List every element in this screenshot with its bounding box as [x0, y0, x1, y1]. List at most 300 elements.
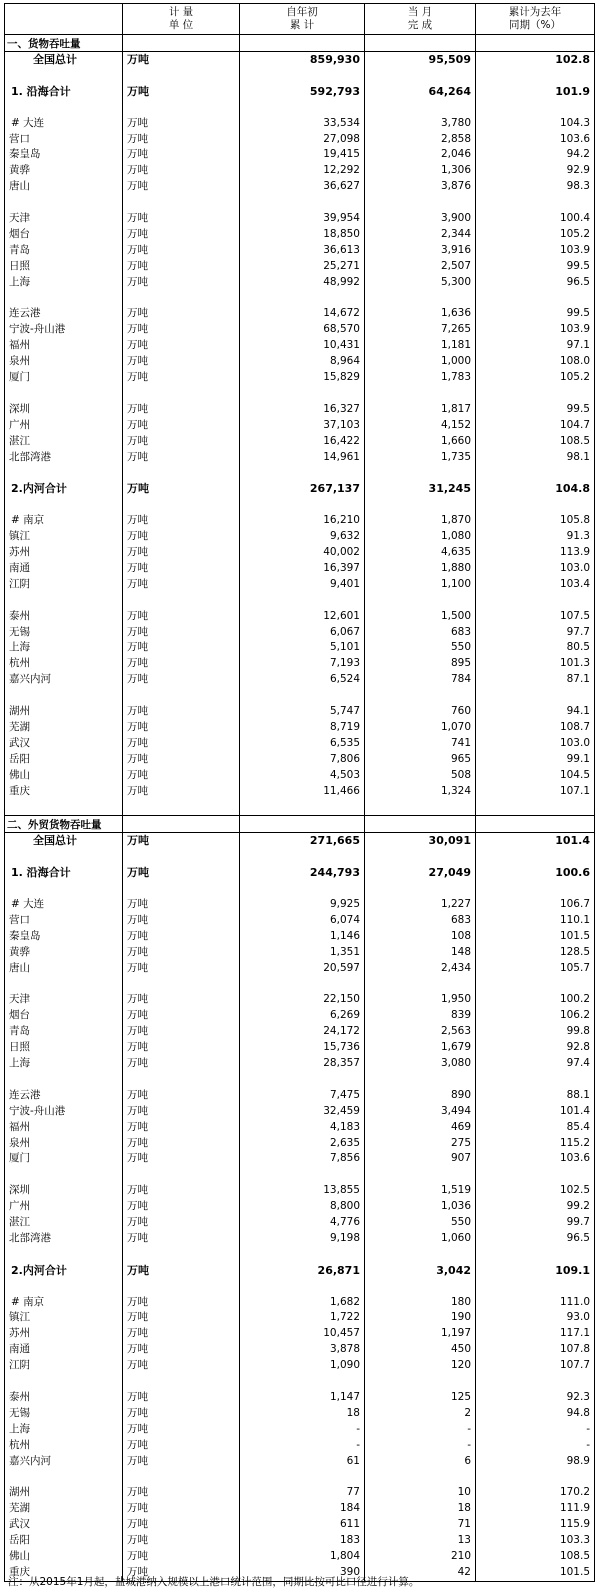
monthly-value: 1,679: [365, 1040, 476, 1056]
yoy-ratio: 80.5: [476, 640, 595, 656]
monthly-value: 1,070: [365, 720, 476, 736]
unit-cell: 万吨: [123, 1008, 240, 1024]
table-row: [5, 1501, 595, 1517]
section-blank-cell: [476, 35, 595, 52]
header-ratio-line1: 累计为去年: [508, 6, 562, 18]
unit-cell: 万吨: [123, 1485, 240, 1501]
monthly-value: 450: [365, 1342, 476, 1358]
spacer-cell: [5, 68, 123, 84]
cumulative-value: 6,535: [240, 736, 365, 752]
spacer-cell: [476, 291, 595, 307]
unit-cell: 万吨: [123, 945, 240, 961]
table-row: [5, 1295, 595, 1311]
spacer-cell: [123, 1469, 240, 1485]
spacer-cell: [123, 799, 240, 815]
cumulative-value: 10,431: [240, 338, 365, 354]
yoy-ratio: 101.4: [476, 833, 595, 849]
header-cum-cell: [240, 4, 365, 35]
port-name: 1. 沿海合计: [5, 84, 123, 100]
monthly-value: 2: [365, 1406, 476, 1422]
cumulative-value: 7,475: [240, 1088, 365, 1104]
cumulative-value: 9,925: [240, 897, 365, 913]
table-row: [5, 132, 595, 148]
unit-cell: 万吨: [123, 513, 240, 529]
table-row: [5, 1422, 595, 1438]
yoy-ratio: 107.7: [476, 1358, 595, 1374]
cumulative-value: 16,210: [240, 513, 365, 529]
table-row: [5, 1008, 595, 1024]
port-name: 秦皇岛: [5, 929, 123, 945]
table-row: [5, 833, 595, 849]
cumulative-value: 37,103: [240, 418, 365, 434]
spacer-cell: [240, 1167, 365, 1183]
spacer-row: [5, 100, 595, 116]
cumulative-value: 36,613: [240, 243, 365, 259]
yoy-ratio: 103.6: [476, 132, 595, 148]
yoy-ratio: 110.1: [476, 913, 595, 929]
cumulative-value: 18: [240, 1406, 365, 1422]
unit-cell: 万吨: [123, 132, 240, 148]
cumulative-value: 1,722: [240, 1310, 365, 1326]
monthly-value: 1,735: [365, 450, 476, 466]
table-row: [5, 897, 595, 913]
spacer-cell: [123, 688, 240, 704]
port-name: 湛江: [5, 434, 123, 450]
unit-cell: 万吨: [123, 609, 240, 625]
monthly-value: 190: [365, 1310, 476, 1326]
monthly-value: 1,950: [365, 992, 476, 1008]
yoy-ratio: 88.1: [476, 1088, 595, 1104]
unit-cell: 万吨: [123, 865, 240, 881]
unit-cell: 万吨: [123, 1533, 240, 1549]
unit-cell: 万吨: [123, 306, 240, 322]
unit-cell: 万吨: [123, 354, 240, 370]
unit-cell: 万吨: [123, 338, 240, 354]
table-body: [5, 4, 595, 1582]
port-name: 黄骅: [5, 945, 123, 961]
monthly-value: 4,152: [365, 418, 476, 434]
port-name: 黄骅: [5, 163, 123, 179]
port-name: 连云港: [5, 1088, 123, 1104]
spacer-cell: [5, 881, 123, 897]
yoy-ratio: 101.5: [476, 929, 595, 945]
spacer-cell: [240, 100, 365, 116]
spacer-cell: [476, 100, 595, 116]
spacer-row: [5, 1374, 595, 1390]
monthly-value: 2,344: [365, 227, 476, 243]
yoy-ratio: 115.9: [476, 1517, 595, 1533]
port-name: 镇江: [5, 1310, 123, 1326]
spacer-cell: [123, 1167, 240, 1183]
spacer-cell: [123, 1247, 240, 1263]
yoy-ratio: 92.9: [476, 163, 595, 179]
cumulative-value: 1,147: [240, 1390, 365, 1406]
spacer-row: [5, 1469, 595, 1485]
table-row: [5, 418, 595, 434]
spacer-row: [5, 849, 595, 865]
header-name-cell: [5, 4, 123, 35]
table-row: [5, 306, 595, 322]
port-name: 武汉: [5, 1517, 123, 1533]
throughput-table: [4, 3, 595, 1582]
spacer-cell: [5, 1167, 123, 1183]
yoy-ratio: 99.7: [476, 1215, 595, 1231]
monthly-value: 1,636: [365, 306, 476, 322]
monthly-value: 3,080: [365, 1056, 476, 1072]
unit-cell: 万吨: [123, 1024, 240, 1040]
port-name: 日照: [5, 259, 123, 275]
monthly-value: 2,507: [365, 259, 476, 275]
spacer-cell: [476, 1374, 595, 1390]
monthly-value: 18: [365, 1501, 476, 1517]
table-row: [5, 1120, 595, 1136]
spacer-cell: [240, 497, 365, 513]
yoy-ratio: 101.3: [476, 656, 595, 672]
unit-cell: 万吨: [123, 147, 240, 163]
yoy-ratio: 94.8: [476, 1406, 595, 1422]
monthly-value: 10: [365, 1485, 476, 1501]
cumulative-value: 11,466: [240, 784, 365, 800]
port-name: 湖州: [5, 704, 123, 720]
cumulative-value: 68,570: [240, 322, 365, 338]
spacer-row: [5, 386, 595, 402]
spacer-row: [5, 1247, 595, 1263]
port-name: 上海: [5, 1422, 123, 1438]
cumulative-value: 390: [240, 1565, 365, 1581]
cumulative-value: 15,736: [240, 1040, 365, 1056]
monthly-value: 965: [365, 752, 476, 768]
spacer-cell: [240, 799, 365, 815]
monthly-value: 27,049: [365, 865, 476, 881]
monthly-value: 3,916: [365, 243, 476, 259]
yoy-ratio: 99.2: [476, 1199, 595, 1215]
monthly-value: 907: [365, 1151, 476, 1167]
port-name: 上海: [5, 1056, 123, 1072]
yoy-ratio: 102.5: [476, 1183, 595, 1199]
yoy-ratio: 104.8: [476, 481, 595, 497]
yoy-ratio: 103.0: [476, 561, 595, 577]
table-row: [5, 275, 595, 291]
spacer-cell: [123, 291, 240, 307]
spacer-cell: [5, 465, 123, 481]
spacer-cell: [240, 465, 365, 481]
cumulative-value: 271,665: [240, 833, 365, 849]
table-row: [5, 929, 595, 945]
table-row: [5, 720, 595, 736]
cumulative-value: 1,682: [240, 1295, 365, 1311]
spacer-cell: [476, 881, 595, 897]
unit-cell: 万吨: [123, 929, 240, 945]
yoy-ratio: 94.2: [476, 147, 595, 163]
unit-cell: 万吨: [123, 1040, 240, 1056]
table-row: [5, 1485, 595, 1501]
yoy-ratio: -: [476, 1438, 595, 1454]
port-name: # 大连: [5, 897, 123, 913]
monthly-value: 1,197: [365, 1326, 476, 1342]
header-unit-line1: 计 量: [168, 6, 194, 18]
monthly-value: 2,563: [365, 1024, 476, 1040]
port-name: 日照: [5, 1040, 123, 1056]
table-row: [5, 577, 595, 593]
spacer-row: [5, 799, 595, 815]
unit-cell: 万吨: [123, 1263, 240, 1279]
port-name: 泰州: [5, 1390, 123, 1406]
table-row: [5, 1390, 595, 1406]
unit-cell: 万吨: [123, 529, 240, 545]
spacer-cell: [123, 386, 240, 402]
unit-cell: 万吨: [123, 913, 240, 929]
spacer-cell: [476, 497, 595, 513]
yoy-ratio: 104.7: [476, 418, 595, 434]
unit-cell: 万吨: [123, 259, 240, 275]
monthly-value: 275: [365, 1136, 476, 1152]
yoy-ratio: 100.4: [476, 211, 595, 227]
spacer-row: [5, 195, 595, 211]
port-name: 南通: [5, 1342, 123, 1358]
cumulative-value: 33,534: [240, 116, 365, 132]
yoy-ratio: 106.7: [476, 897, 595, 913]
yoy-ratio: 87.1: [476, 672, 595, 688]
cumulative-value: 14,961: [240, 450, 365, 466]
spacer-cell: [476, 1469, 595, 1485]
table-row: [5, 116, 595, 132]
cumulative-value: 1,146: [240, 929, 365, 945]
unit-cell: 万吨: [123, 625, 240, 641]
spacer-cell: [5, 1072, 123, 1088]
table-row: [5, 179, 595, 195]
unit-cell: 万吨: [123, 1390, 240, 1406]
unit-cell: 万吨: [123, 450, 240, 466]
spacer-cell: [240, 1469, 365, 1485]
cumulative-value: 32,459: [240, 1104, 365, 1120]
monthly-value: 895: [365, 656, 476, 672]
spacer-cell: [365, 291, 476, 307]
table-row: [5, 163, 595, 179]
yoy-ratio: 98.9: [476, 1454, 595, 1470]
header-month-line1: 当 月: [407, 6, 433, 18]
monthly-value: 1,181: [365, 338, 476, 354]
port-name: 烟台: [5, 227, 123, 243]
header-cum-line2: 累 计: [289, 19, 315, 31]
spacer-cell: [240, 976, 365, 992]
yoy-ratio: 103.9: [476, 322, 595, 338]
unit-cell: 万吨: [123, 752, 240, 768]
monthly-value: 1,100: [365, 577, 476, 593]
yoy-ratio: 170.2: [476, 1485, 595, 1501]
yoy-ratio: 101.5: [476, 1565, 595, 1581]
yoy-ratio: 108.7: [476, 720, 595, 736]
cumulative-value: 20,597: [240, 961, 365, 977]
unit-cell: 万吨: [123, 1342, 240, 1358]
monthly-value: 31,245: [365, 481, 476, 497]
unit-cell: 万吨: [123, 402, 240, 418]
spacer-cell: [365, 1167, 476, 1183]
monthly-value: 683: [365, 913, 476, 929]
table-row: [5, 243, 595, 259]
table-row: [5, 865, 595, 881]
port-name: 连云港: [5, 306, 123, 322]
table-row: [5, 1263, 595, 1279]
table-row: [5, 992, 595, 1008]
section-blank-cell: [123, 816, 240, 833]
cumulative-value: 24,172: [240, 1024, 365, 1040]
monthly-value: 108: [365, 929, 476, 945]
unit-cell: 万吨: [123, 1295, 240, 1311]
yoy-ratio: 107.8: [476, 1342, 595, 1358]
unit-cell: 万吨: [123, 434, 240, 450]
port-name: 1. 沿海合计: [5, 865, 123, 881]
spacer-row: [5, 1167, 595, 1183]
spacer-cell: [5, 799, 123, 815]
table-row: [5, 1104, 595, 1120]
yoy-ratio: 103.4: [476, 577, 595, 593]
section-blank-cell: [123, 35, 240, 52]
table-row: [5, 1088, 595, 1104]
table-row: [5, 481, 595, 497]
table-row: [5, 1183, 595, 1199]
port-name: # 南京: [5, 1295, 123, 1311]
table-row: [5, 1136, 595, 1152]
port-name: 天津: [5, 211, 123, 227]
port-name: 泉州: [5, 354, 123, 370]
section-blank-cell: [365, 816, 476, 833]
cumulative-value: 1,090: [240, 1358, 365, 1374]
table-row: [5, 1040, 595, 1056]
header-cum-line1: 自年初: [286, 6, 318, 18]
cumulative-value: 13,855: [240, 1183, 365, 1199]
table-row: [5, 656, 595, 672]
unit-cell: 万吨: [123, 1104, 240, 1120]
port-name: 嘉兴内河: [5, 672, 123, 688]
cumulative-value: 5,747: [240, 704, 365, 720]
port-name: 杭州: [5, 656, 123, 672]
table-row: [5, 434, 595, 450]
spacer-cell: [240, 1072, 365, 1088]
cumulative-value: 4,503: [240, 768, 365, 784]
monthly-value: 148: [365, 945, 476, 961]
port-name: 无锡: [5, 1406, 123, 1422]
port-name: 岳阳: [5, 752, 123, 768]
cumulative-value: 40,002: [240, 545, 365, 561]
port-name: 南通: [5, 561, 123, 577]
yoy-ratio: 99.5: [476, 402, 595, 418]
monthly-value: 3,780: [365, 116, 476, 132]
monthly-value: -: [365, 1438, 476, 1454]
table-row: [5, 354, 595, 370]
yoy-ratio: 108.5: [476, 434, 595, 450]
spacer-cell: [5, 1279, 123, 1295]
monthly-value: 125: [365, 1390, 476, 1406]
cumulative-value: 1,351: [240, 945, 365, 961]
cumulative-value: 18,850: [240, 227, 365, 243]
header-ratio-line2: 同期（%）: [509, 19, 561, 31]
unit-cell: 万吨: [123, 784, 240, 800]
spacer-cell: [123, 881, 240, 897]
monthly-value: 1,880: [365, 561, 476, 577]
spacer-cell: [123, 849, 240, 865]
cumulative-value: 48,992: [240, 275, 365, 291]
cumulative-value: 8,719: [240, 720, 365, 736]
unit-cell: 万吨: [123, 1326, 240, 1342]
monthly-value: 2,046: [365, 147, 476, 163]
cumulative-value: 25,271: [240, 259, 365, 275]
monthly-value: 180: [365, 1295, 476, 1311]
spacer-cell: [123, 100, 240, 116]
unit-cell: 万吨: [123, 1088, 240, 1104]
spacer-cell: [240, 688, 365, 704]
port-name: 2.内河合计: [5, 481, 123, 497]
cumulative-value: 9,632: [240, 529, 365, 545]
yoy-ratio: 93.0: [476, 1310, 595, 1326]
port-name: 宁波-舟山港: [5, 322, 123, 338]
table-row: [5, 370, 595, 386]
unit-cell: 万吨: [123, 1056, 240, 1072]
spacer-row: [5, 976, 595, 992]
port-name: 厦门: [5, 370, 123, 386]
spacer-cell: [365, 68, 476, 84]
cumulative-value: 183: [240, 1533, 365, 1549]
port-name: 青岛: [5, 1024, 123, 1040]
monthly-value: 5,300: [365, 275, 476, 291]
spacer-cell: [5, 386, 123, 402]
unit-cell: 万吨: [123, 577, 240, 593]
spacer-cell: [476, 386, 595, 402]
spacer-cell: [5, 1247, 123, 1263]
cumulative-value: 8,964: [240, 354, 365, 370]
header-month-cell: [365, 4, 476, 35]
unit-cell: 万吨: [123, 243, 240, 259]
cumulative-value: 8,800: [240, 1199, 365, 1215]
spacer-cell: [365, 881, 476, 897]
spacer-row: [5, 465, 595, 481]
spacer-cell: [123, 593, 240, 609]
table-row: [5, 1024, 595, 1040]
cumulative-value: 2,635: [240, 1136, 365, 1152]
monthly-value: 2,858: [365, 132, 476, 148]
monthly-value: 6: [365, 1454, 476, 1470]
spacer-row: [5, 688, 595, 704]
cumulative-value: 77: [240, 1485, 365, 1501]
port-name: 厦门: [5, 1151, 123, 1167]
header-unit-cell: [123, 4, 240, 35]
port-name: 宁波-舟山港: [5, 1104, 123, 1120]
unit-cell: 万吨: [123, 961, 240, 977]
spacer-cell: [476, 688, 595, 704]
yoy-ratio: 105.2: [476, 227, 595, 243]
table-row: [5, 945, 595, 961]
monthly-value: 3,042: [365, 1263, 476, 1279]
yoy-ratio: 128.5: [476, 945, 595, 961]
spacer-cell: [5, 976, 123, 992]
table-row: [5, 609, 595, 625]
table-row: [5, 625, 595, 641]
spacer-cell: [5, 1469, 123, 1485]
spacer-cell: [476, 1072, 595, 1088]
table-row: [5, 338, 595, 354]
monthly-value: 1,306: [365, 163, 476, 179]
yoy-ratio: 91.3: [476, 529, 595, 545]
monthly-value: 1,660: [365, 434, 476, 450]
spacer-cell: [5, 497, 123, 513]
cumulative-value: 12,292: [240, 163, 365, 179]
section-header-row: [5, 816, 595, 833]
unit-cell: 万吨: [123, 370, 240, 386]
spacer-cell: [365, 688, 476, 704]
spacer-cell: [123, 465, 240, 481]
port-name: 2.内河合计: [5, 1263, 123, 1279]
port-name: 重庆: [5, 784, 123, 800]
table-row: [5, 1199, 595, 1215]
